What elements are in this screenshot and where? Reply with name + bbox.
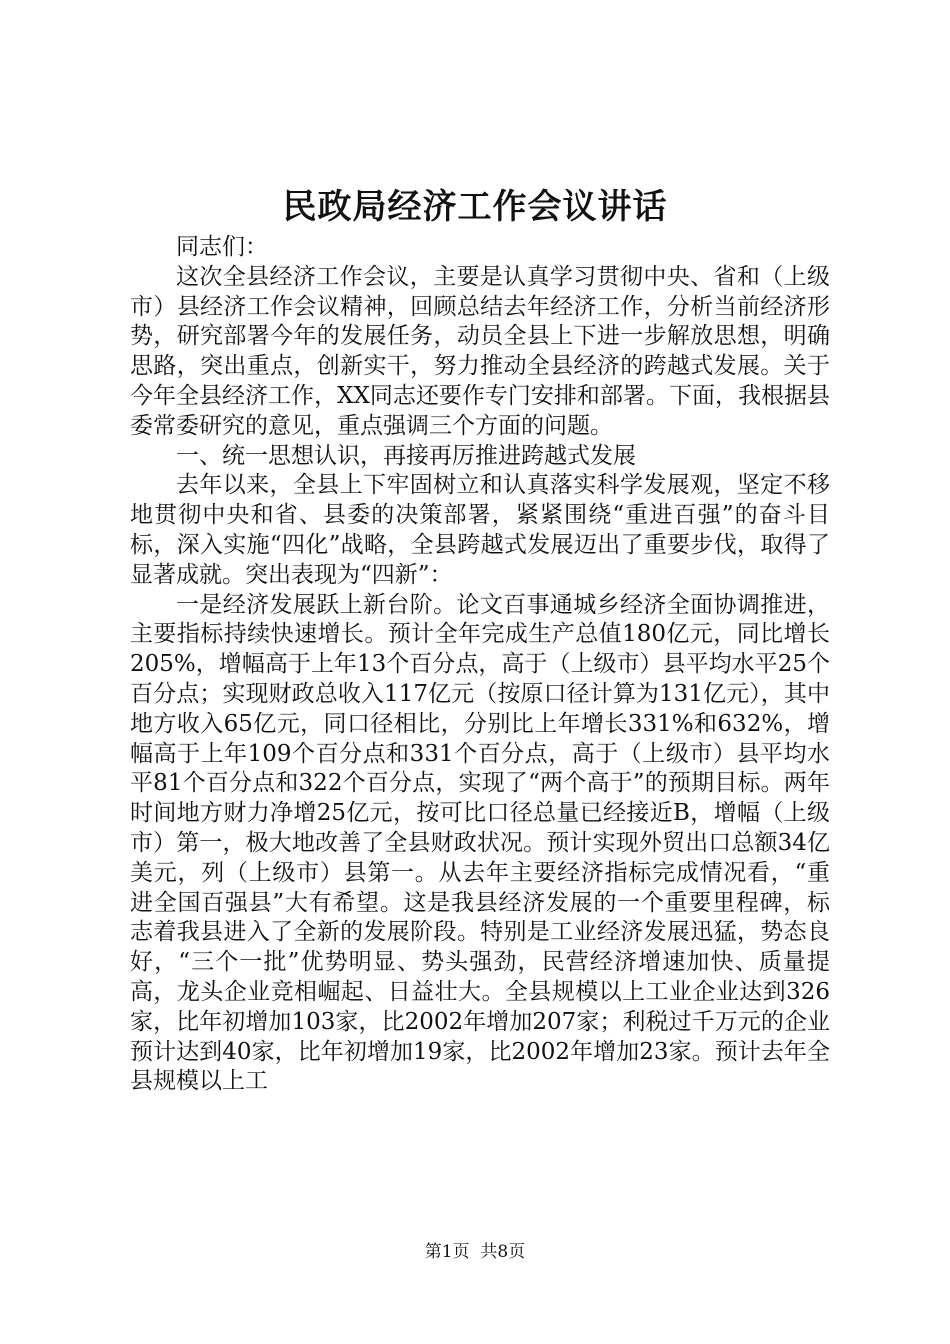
body-paragraph: 去年以来，全县上下牢固树立和认真落实科学发展观，坚定不移地贯彻中央和省、县委的决策部署，紧紧围绕“重进百强”的奋斗目标，深入实施“四化”战略，全县跨越式发展迈出了重要步伐，取得了显著成就。突出表现为“四新”：	[130, 472, 830, 588]
page-total: 共8页	[480, 1242, 526, 1262]
intro-paragraph: 这次全县经济工作会议，主要是认真学习贯彻中央、省和（上级市）县经济工作会议精神，回顾总结去年经济工作，分析当前经济形势，研究部署今年的发展任务，动员全县上下进一步解放思想，明确思路，突出重点，创新实干，努力推动全县经济的跨越式发展。关于今年全县经济工作，XX同志还要作专门安排和部署。下面，我根据县委常委研究的意见，重点强调三个方面的问题。	[130, 263, 830, 439]
section-heading: 一、统一思想认识，再接再厉推进跨越式发展	[176, 442, 636, 469]
page-number: 第1页	[424, 1242, 470, 1262]
document-title: 民政局经济工作会议讲话	[282, 187, 668, 227]
document-body	[130, 233, 830, 1097]
salutation-paragraph: 同志们：	[176, 234, 268, 260]
body-paragraph: 一是经济发展跃上新台阶。论文百事通城乡经济全面协调推进，主要指标持续快速增长。预计全年完成生产总值180亿元，同比增长205%，增幅高于上年13个百分点，高于（上级市）县平均水平25个百分点；实现财政总收入117亿元（按原口径计算为131亿元），其中地方收入65亿元，同口径相比，分别比上年增长331%和632%，增幅高于上年109个百分点和331个百分点，高于（上级市）县平均水平81个百分点和322个百分点，实现了“两个高于”的预期目标。两年时间地方财力净增25亿元，按可比口径总量已经接近B，增幅（上级市）第一，极大地改善了全县财政状况。预计实现外贸出口总额34亿美元，列（上级市）县第一。从去年主要经济指标完成情况看，“重进全国百强县”大有希望。这是我县经济发展的一个重要里程碑，标志着我县进入了全新的发展阶段。特别是工业经济发展迅猛，势态良好，“三个一批”优势明显、势头强劲，民营经济增速加快、质量提高，龙头企业竞相崛起、日益壮大。全县规模以上工业企业达到326家，比年初增加103家，比2002年增加207家；利税过千万元的企业预计达到40家，比年初增加19家，比2002年增加23家。预计去年全县规模以上工	[130, 591, 830, 1095]
page-footer	[0, 1239, 950, 1265]
